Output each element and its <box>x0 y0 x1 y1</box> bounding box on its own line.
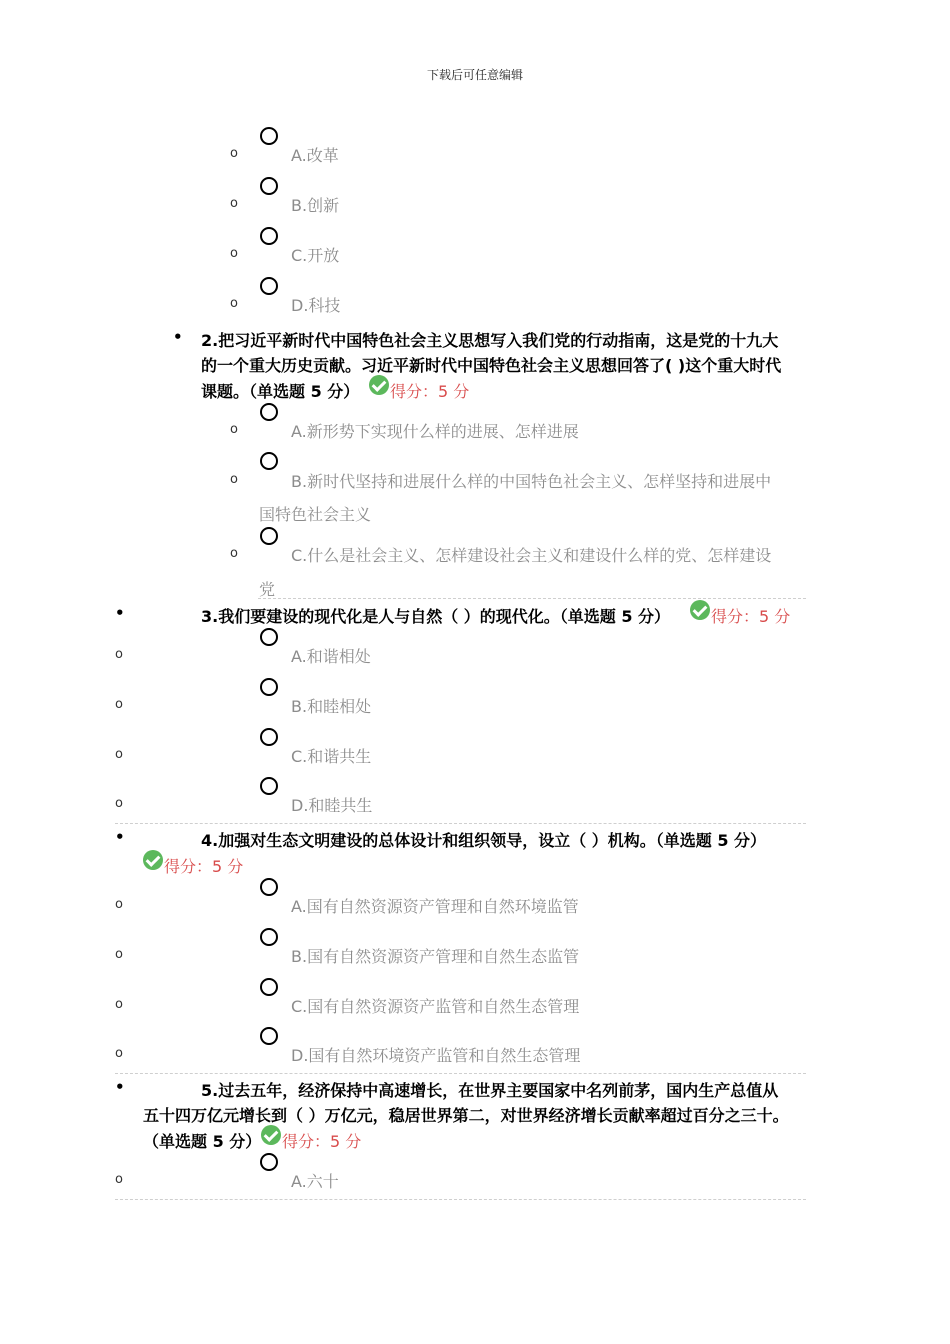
sub-bullet: o <box>115 897 123 912</box>
sub-bullet: o <box>115 796 123 811</box>
sub-bullet: o <box>115 697 123 712</box>
bullet: • <box>115 1078 125 1096</box>
q3-option-d[interactable]: D.和睦共生 <box>291 796 373 815</box>
check-icon <box>690 600 710 620</box>
radio-q1-c[interactable] <box>260 227 278 245</box>
q3-option-b[interactable]: B.和睦相处 <box>291 697 372 716</box>
divider <box>115 823 806 824</box>
q2-option-b-line2[interactable]: 国特色社会主义 <box>259 505 372 524</box>
sub-bullet: o <box>230 146 238 161</box>
sub-bullet: o <box>115 1172 123 1187</box>
radio-q4-d[interactable] <box>260 1027 278 1045</box>
q2-text-line2: 的一个重大历史贡献。习近平新时代中国特色社会主义思想回答了( )这个重大时代 <box>201 356 782 375</box>
q3-score: 得分：5 分 <box>711 607 791 626</box>
q2-text-line1: 2.把习近平新时代中国特色社会主义思想写入我们党的行动指南，这是党的十九大 <box>201 331 779 350</box>
sub-bullet: o <box>230 546 238 561</box>
bullet: • <box>115 604 125 622</box>
q2-option-b-line1[interactable]: B.新时代坚持和进展什么样的中国特色社会主义、怎样坚持和进展中 <box>291 472 772 491</box>
sub-bullet: o <box>230 422 238 437</box>
q4-option-c[interactable]: C.国有自然资源资产监管和自然生态管理 <box>291 997 580 1016</box>
radio-q3-a[interactable] <box>260 628 278 646</box>
q2-text-line3: 课题。（单选题 5 分） <box>201 382 360 401</box>
sub-bullet: o <box>115 997 123 1012</box>
q5-text-line2: 五十四万亿元增长到（ ）万亿元，稳居世界第二，对世界经济增长贡献率超过百分之三十。 <box>143 1106 789 1125</box>
q4-option-b[interactable]: B.国有自然资源资产管理和自然生态监管 <box>291 947 580 966</box>
radio-q4-a[interactable] <box>260 878 278 896</box>
divider <box>115 1073 806 1074</box>
page-header: 下载后可任意编辑 <box>426 68 523 82</box>
radio-q3-d[interactable] <box>260 777 278 795</box>
q1-option-d[interactable]: D.科技 <box>291 296 341 315</box>
radio-q1-a[interactable] <box>260 127 278 145</box>
radio-q2-b[interactable] <box>260 452 278 470</box>
check-icon <box>369 375 389 395</box>
q2-option-c-line1[interactable]: C.什么是社会主义、怎样建设社会主义和建设什么样的党、怎样建设 <box>291 546 772 565</box>
radio-q1-d[interactable] <box>260 277 278 295</box>
q5-text-line1: 5.过去五年，经济保持中高速增长，在世界主要国家中名列前茅，国内生产总值从 <box>201 1081 779 1100</box>
q2-option-c-line2[interactable]: 党 <box>259 580 276 599</box>
q5-text-line3: （单选题 5 分） <box>143 1132 262 1151</box>
bullet: • <box>115 828 125 846</box>
q2-option-a[interactable]: A.新形势下实现什么样的进展、怎样进展 <box>291 422 579 441</box>
radio-q3-b[interactable] <box>260 678 278 696</box>
radio-q4-c[interactable] <box>260 978 278 996</box>
q3-option-c[interactable]: C.和谐共生 <box>291 747 372 766</box>
q1-option-a[interactable]: A.改革 <box>291 146 339 165</box>
sub-bullet: o <box>230 246 238 261</box>
q2-score: 得分：5 分 <box>390 382 470 401</box>
q3-option-a[interactable]: A.和谐相处 <box>291 647 371 666</box>
radio-q5-a[interactable] <box>260 1153 278 1171</box>
radio-q3-c[interactable] <box>260 728 278 746</box>
divider <box>258 598 806 599</box>
sub-bullet: o <box>115 947 123 962</box>
radio-q2-c[interactable] <box>260 527 278 545</box>
sub-bullet: o <box>115 747 123 762</box>
divider <box>115 1199 806 1200</box>
check-icon <box>143 850 163 870</box>
sub-bullet: o <box>230 472 238 487</box>
sub-bullet: o <box>115 647 123 662</box>
sub-bullet: o <box>230 196 238 211</box>
q3-text: 3.我们要建设的现代化是人与自然（ ）的现代化。（单选题 5 分） <box>201 607 671 626</box>
q1-option-c[interactable]: C.开放 <box>291 246 340 265</box>
bullet: • <box>173 328 183 346</box>
q1-option-b[interactable]: B.创新 <box>291 196 340 215</box>
sub-bullet: o <box>230 296 238 311</box>
sub-bullet: o <box>115 1046 123 1061</box>
radio-q2-a[interactable] <box>260 403 278 421</box>
q4-option-a[interactable]: A.国有自然资源资产管理和自然环境监管 <box>291 897 579 916</box>
check-icon <box>261 1125 281 1145</box>
q4-score: 得分：5 分 <box>164 857 244 876</box>
q5-score: 得分：5 分 <box>282 1132 362 1151</box>
q4-option-d[interactable]: D.国有自然环境资产监管和自然生态管理 <box>291 1046 581 1065</box>
radio-q4-b[interactable] <box>260 928 278 946</box>
radio-q1-b[interactable] <box>260 177 278 195</box>
q4-text: 4.加强对生态文明建设的总体设计和组织领导，设立（ ）机构。（单选题 5 分） <box>201 831 767 850</box>
q5-option-a[interactable]: A.六十 <box>291 1172 339 1191</box>
